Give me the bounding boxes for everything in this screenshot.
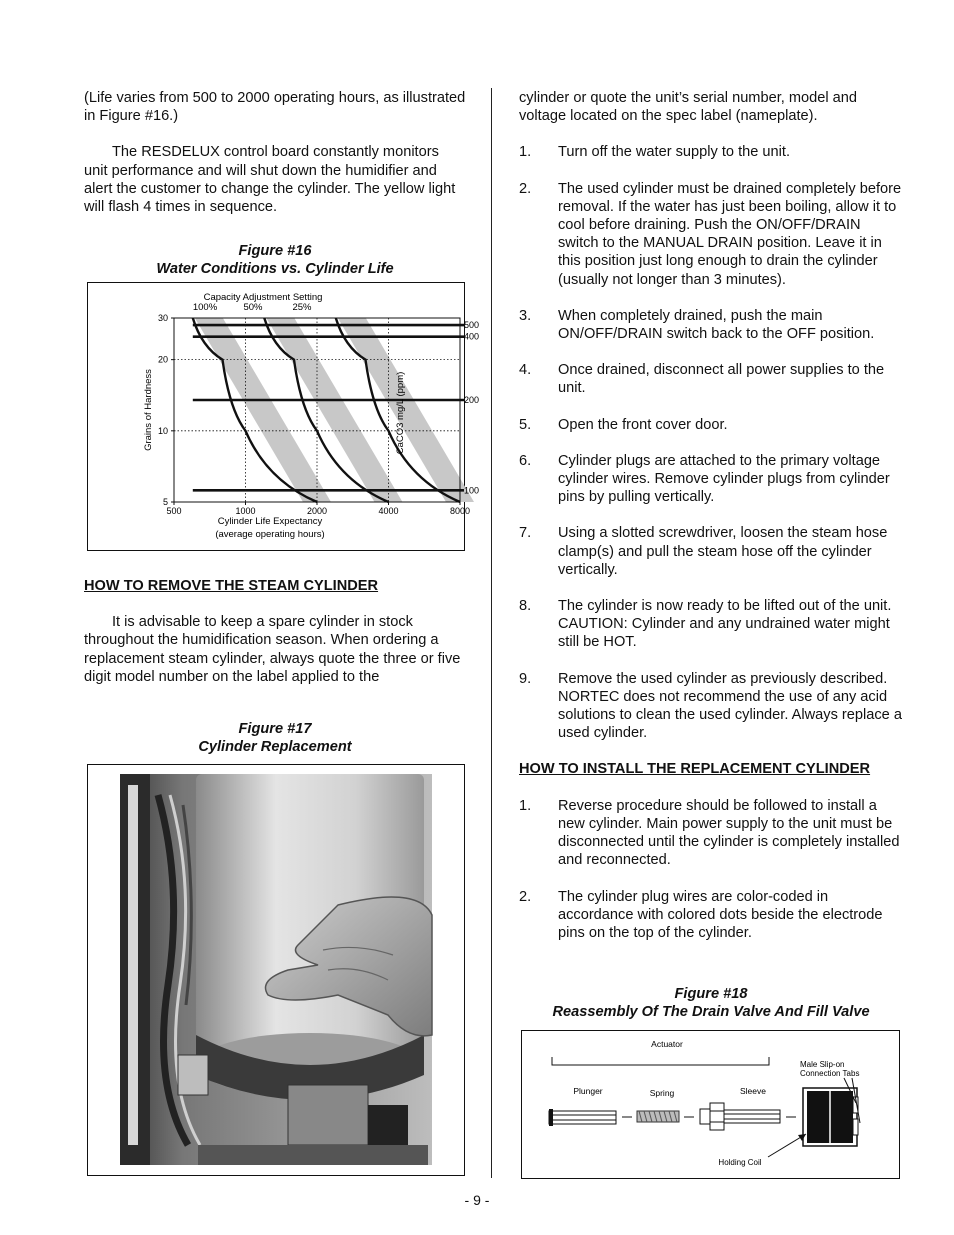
remove-cylinder-heading: HOW TO REMOVE THE STEAM CYLINDER [84, 578, 379, 594]
fig18-subtitle: Reassembly Of The Drain Valve And Fill Valve [552, 1004, 870, 1020]
x-axis-label-2: (average operating hours) [215, 529, 325, 540]
remove-step [519, 143, 903, 161]
install-cylinder-heading: HOW TO INSTALL THE REPLACEMENT CYLINDER [519, 761, 871, 778]
y2-tick-label: 200 [464, 395, 480, 406]
chart-title: Capacity Adjustment Setting [203, 292, 323, 303]
fig17-subtitle: Cylinder Replacement [198, 739, 352, 755]
step-number: 1. [519, 797, 532, 814]
column-divider [491, 88, 492, 1178]
holding-coil-label: Holding Coil [718, 1158, 762, 1167]
drain-valve-diagram [522, 1031, 899, 1178]
remove-step [519, 524, 903, 579]
step-text: The cylinder is now ready to be lifted out of the unit. CAUTION: Cylinder and any undrained water might still be HOT. [558, 598, 892, 651]
setting-label-50: 50% [243, 302, 263, 313]
step-number: 2. [519, 180, 532, 197]
remove-steps-list [519, 143, 903, 760]
step-number: 6. [519, 452, 532, 469]
install-step [519, 888, 903, 943]
tabs-label-line1: Male Slip-on [800, 1060, 845, 1069]
holding-coil-part [803, 1088, 858, 1146]
y2-tick-label: 400 [464, 331, 480, 342]
band-50% [266, 318, 402, 502]
step-text: The used cylinder must be drained completely before removal. If the water has just been boiling, allow it to cool before draining. Push the ON/OFF/DRAIN switch to the MANUAL DRAIN position. Leave it in this position just long enough to drain the cylinder (usually not longer than 3 minutes). [558, 180, 902, 288]
serial-number-paragraph: cylinder or quote the unit’s serial number, model and voltage located on the spec label (nameplate). [519, 90, 858, 125]
remove-step [519, 180, 903, 289]
left-column-lower [84, 577, 466, 686]
x-tick-label: 8000 [449, 506, 471, 516]
remove-step [519, 452, 903, 507]
step-text: Open the front cover door. [558, 416, 728, 433]
control-board-paragraph: The RESDELUX control board constantly monitors unit performance and will shut down the humidifier and alert the customer to change the cylinder. The yellow light will flash 4 times in sequence. [84, 144, 456, 216]
actuator-label: Actuator [651, 1039, 683, 1049]
tabs-label-line2: Connection Tabs [800, 1069, 860, 1078]
cylinder-replacement-photo [88, 765, 464, 1175]
fig17-title: Figure #17 [238, 721, 312, 737]
y-tick-label: 20 [157, 354, 168, 365]
setting-label-100: 100% [192, 302, 218, 313]
fig17-caption [84, 720, 466, 756]
y-axis-label: Grains of Hardness [143, 369, 154, 451]
step-text: Using a slotted screwdriver, loosen the steam hose clamp(s) and pull the steam hose off the cylinder vertically. [558, 525, 888, 578]
step-number: 5. [519, 416, 532, 433]
step-text: When completely drained, push the main ON/OFF/DRAIN switch back to the OFF position. [558, 307, 875, 343]
install-step [519, 797, 903, 870]
step-text: Turn off the water supply to the unit. [558, 144, 791, 161]
step-number: 8. [519, 598, 532, 615]
step-number: 4. [519, 362, 532, 379]
fig18-title: Figure #18 [674, 986, 748, 1002]
fig16-title: Figure #16 [238, 243, 312, 260]
remove-step [519, 670, 903, 743]
page-number: - 9 - [464, 1192, 490, 1208]
remove-step [519, 597, 903, 652]
y2-axis-label: CaCO3 mg/L (ppm) [395, 371, 406, 455]
y2-tick-label: 500 [464, 320, 480, 331]
sleeve-label: Sleeve [740, 1086, 766, 1096]
fig17-photo-frame [87, 764, 465, 1176]
step-text: Cylinder plugs are attached to the primary voltage cylinder wires. Remove cylinder plugs from cylinder pins by pulling vertically. [558, 452, 890, 506]
x-axis-label: Cylinder Life Expectancy [217, 516, 323, 527]
step-number: 2. [519, 888, 532, 905]
step-number: 3. [519, 307, 532, 324]
step-text: Once drained, disconnect all power supplies to the unit. [558, 362, 885, 397]
remove-step [519, 416, 903, 434]
plunger-label: Plunger [573, 1086, 603, 1096]
fig18-diagram-frame [521, 1030, 900, 1179]
fig18-caption [519, 985, 903, 1021]
step-text: The cylinder plug wires are color-coded in accordance with colored dots beside the electrode pins on the top of the cylinder. [558, 888, 883, 941]
fig16-chart [88, 283, 480, 550]
life-paragraph: (Life varies from 500 to 2000 operating hours, as illustrated in Figure #16.) [84, 90, 466, 125]
y-tick-label: 5 [162, 497, 168, 507]
sleeve-part [700, 1103, 780, 1130]
plunger-part [549, 1109, 616, 1126]
fig16-chart-frame [87, 282, 480, 551]
y-tick-label: 30 [157, 313, 168, 323]
step-number: 9. [519, 670, 532, 687]
right-column [519, 89, 903, 960]
fig16-subtitle: Water Conditions vs. Cylinder Life [156, 261, 394, 278]
x-tick-label: 500 [166, 506, 182, 516]
actuator-bracket [552, 1057, 769, 1065]
step-text: Reverse procedure should be followed to install a new cylinder. Main power supply to the unit must be disconnected until the cylinder is completely installed and reconnected. [558, 797, 900, 869]
step-number: 1. [519, 144, 532, 161]
step-text: Remove the used cylinder as previously described. NORTEC does not recommend the use of any acid solutions to clean the used cylinder. Always replace a used cylinder. [558, 670, 902, 742]
y-tick-label: 10 [157, 425, 168, 436]
setting-label-25: 25% [292, 302, 312, 313]
spare-cylinder-paragraph: It is advisable to keep a spare cylinder in stock throughout the humidification season. When ordering a replacement steam cylinder, always quote the three or five digit model number on the label applied to the [84, 614, 461, 685]
remove-step [519, 307, 903, 343]
left-column [84, 89, 466, 278]
spring-label: Spring [649, 1088, 675, 1098]
spring-part [637, 1111, 679, 1122]
install-steps-list [519, 797, 903, 960]
step-number: 7. [519, 525, 532, 542]
band-100% [195, 318, 331, 502]
x-tick-label: 4000 [378, 506, 399, 516]
x-tick-label: 2000 [306, 506, 328, 516]
y2-tick-label: 100 [464, 485, 480, 496]
x-tick-label: 1000 [235, 506, 256, 516]
remove-step [519, 361, 903, 397]
